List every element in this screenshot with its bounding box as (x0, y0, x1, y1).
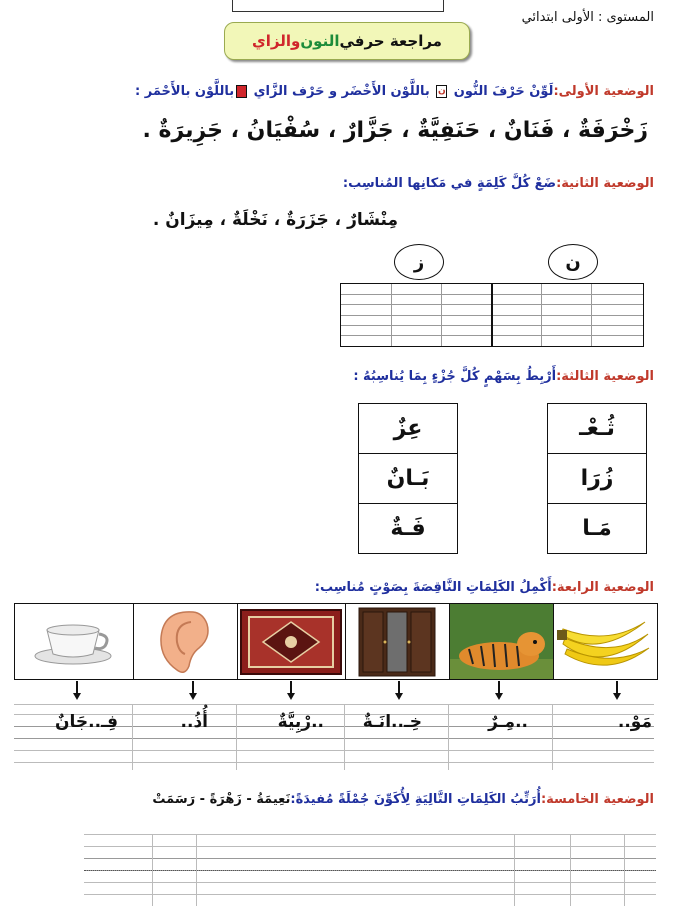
right-part-3: مَـا (548, 504, 647, 554)
section2-words: مِنْشَارٌ ، جَزَرَةٌ ، نَخْلَةٌ ، مِيزَانٌ . (152, 210, 398, 230)
fill-word-5: أُذُ.. (180, 712, 208, 732)
title-letter-z: الزاي (252, 32, 292, 50)
section1-heading (135, 84, 654, 99)
section1-instruction-a: لَوِّنْ حَرْفَ النُّون (449, 84, 554, 99)
circle-z-label: ز (413, 251, 425, 273)
section4-heading (315, 580, 654, 595)
section2-heading (343, 176, 654, 191)
section2-title: الوضعية الثانية: (556, 176, 654, 191)
circle-letter-z (394, 244, 444, 280)
wardrobe-image (344, 603, 450, 680)
section5-title: الوضعية الخامسة: (540, 792, 654, 807)
carpet-image (236, 603, 346, 680)
down-arrow-icon (494, 681, 504, 701)
left-part-3: فَـةٌ (359, 504, 458, 554)
section3-heading (353, 369, 654, 384)
header-name-box (232, 0, 444, 12)
down-arrow-icon (286, 681, 296, 701)
title-letter-n: النون (300, 32, 340, 50)
section3-left-column (358, 403, 458, 554)
right-part-2: زُرَا (548, 454, 647, 504)
section5-writing-lines (84, 834, 656, 906)
section5-heading (152, 792, 654, 807)
circle-n-label: ن (565, 251, 581, 273)
section3-title: الوضعية الثالثة: (556, 369, 654, 384)
section3-instruction: أَرْبِطُ بِسَهْمٍ كُلَّ جُزْءٍ بِمَا يُناسِبُهُ : (353, 369, 557, 384)
down-arrow-icon (188, 681, 198, 701)
section4-instruction: أَكْمِلُ الكَلِمَاتِ النَّاقِصَةَ بِصَوْتٍ مُناسِب: (314, 580, 552, 595)
cup-image (14, 603, 134, 680)
title-and: و (291, 32, 301, 50)
ear-image (132, 603, 238, 680)
section1-words: زَخْرَفَةٌ ، فَنَانٌ ، حَنَفِيَّةٌ ، جَزَّارٌ ، سُفْيَانُ ، جَزِيرَةٌ . (142, 118, 648, 143)
down-arrow-icon (612, 681, 622, 701)
page-title (224, 22, 470, 60)
left-part-1: عِزٌ (359, 404, 458, 454)
section1-instruction-b: باللَّوْن الأَخْضَر و حَرْف الزَّاي (249, 84, 435, 99)
tiger-image (448, 603, 554, 680)
section1-instruction-c: باللَّوْن بالأَحْمَر : (135, 84, 235, 99)
green-box-letter: ن (437, 86, 446, 96)
red-color-box (236, 85, 247, 98)
banana-image (552, 603, 658, 680)
circle-letter-n (548, 244, 598, 280)
fill-word-3: خِـ..انَـةٌ (362, 712, 422, 732)
section2-instruction: ضَعْ كُلَّ كَلِمَةٍ في مَكانِها المُناسِب: (342, 176, 557, 191)
level-text: المستوى : الأولى ابتدائي (521, 10, 654, 25)
section1-title: الوضعية الأولى: (553, 84, 654, 99)
green-color-box (436, 85, 447, 98)
left-part-2: بَـانٌ (359, 454, 458, 504)
section2-writing-grid (340, 283, 644, 347)
section4-title: الوضعية الرابعة: (551, 580, 654, 595)
fill-word-2: ..مِـرٌ (488, 712, 528, 732)
down-arrow-icon (72, 681, 82, 701)
right-part-1: ثُـعْـ (548, 404, 647, 454)
title-prefix: مراجعة حرفي (339, 32, 442, 50)
down-arrow-icon (394, 681, 404, 701)
fill-word-6: فِـ..جَانٌ (54, 712, 118, 732)
section5-words: نَعِيمَةُ - زَهْرَةً - رَسَمَتْ (152, 792, 291, 807)
fill-word-4: ..رْبِيَّةٌ (277, 712, 324, 732)
fill-word-1: مَوْ.. (617, 712, 652, 732)
section5-instruction: أُرَتِّبُ الكَلِمَاتِ التَّالِيَةِ لِأُكَوِّنَ جُمْلَةً مُفيدَةً: (290, 792, 541, 807)
section3-right-column (547, 403, 647, 554)
